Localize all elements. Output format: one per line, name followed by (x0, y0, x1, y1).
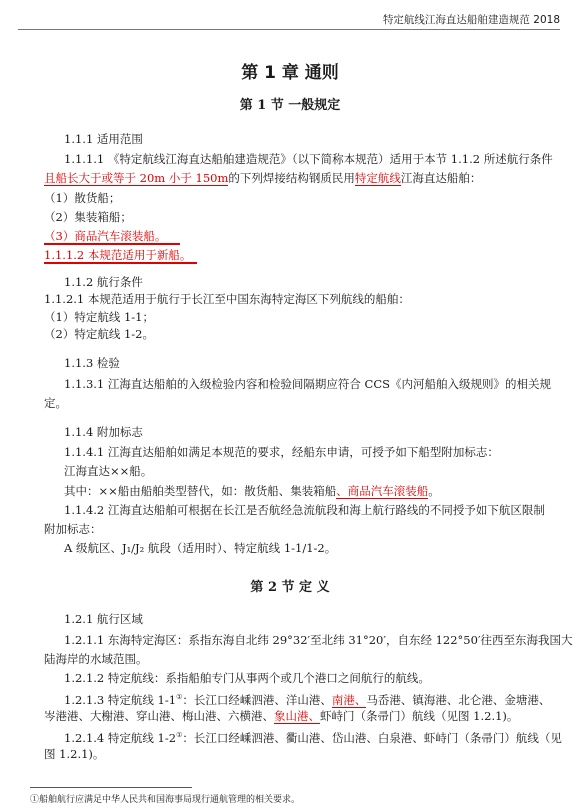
para-1-2-1-3-line1: 1.2.1.3 特定航线 1-1①：长江口经嵊泗港、洋山港、南港、马岙港、镇海港、北仑港、金塘港、 (64, 692, 551, 707)
para-1-2-1-1-line2: 陆海岸的水域范围。 (44, 652, 148, 666)
para-1-1-3-1-line1: 1.1.3.1 江海直达船舶的入级检验内容和检验间隔期应符合 CCS《内河船舶入级规则》的相关规 (64, 377, 552, 391)
para-1-1-1-1-line2: 且船长大于或等于 20m 小于 150m的下列焊接结构钢质民用特定航线江海直达船舶： (44, 171, 482, 185)
footnote-rule (30, 787, 192, 788)
para-1-2-1-1-line1: 1.2.1.1 东海特定海区：系指东海自北纬 29°32′至北纬 31°20′，自东经 122°50′往西至东海我国大 (64, 633, 573, 647)
para-1-1-2-1: 1.1.2.1 本规范适用于航行于长江至中国东海特定海区下列航线的船舶： (44, 292, 410, 306)
marked-special-route: 特定航线 (354, 171, 401, 185)
route-item-2: （2）特定航线 1-2。 (44, 327, 154, 341)
footnote-mark: ① (176, 693, 183, 701)
footnote: ①船舶航行应满足中华人民共和国海事局现行通航管理的相关要求。 (30, 795, 301, 805)
list-item-roro: （3）商品汽车滚装船。 (44, 229, 180, 243)
chapter-title: 第 1 章 通则 (241, 63, 339, 83)
para-1-2-1-3-line2: 岑港港、大榭港、穿山港、梅山港、六横港、象山港、虾峙门（条帚门）航线（见图 1.2.1)。 (44, 709, 519, 723)
para-1-2-1-4-line1: 1.2.1.4 特定航线 1-2①：长江口经嵊泗港、衢山港、岱山港、白泉港、虾峙门（条帚门）航线（见 (64, 730, 562, 745)
list-item-container: （2）集装箱船； (44, 210, 132, 224)
marked-nangang: 南港、 (331, 692, 367, 707)
para-1-2-1-4-line2: 图 1.2.1)。 (44, 747, 105, 761)
para-1-1-4-2-line3: A 级航区、J₁/J₂ 航段（适用时）、特定航线 1-1/1-2。 (64, 541, 337, 555)
notation-text: 江海直达××船。 (64, 464, 153, 478)
marked-roro-notation: 、商品汽车滚装船 (336, 484, 429, 498)
para-1-1-4-2-line1: 1.1.4.2 江海直达船舶可根据在长江是否航经急流航段和海上航行路线的不同授予如下航区限制 (64, 503, 545, 517)
para-1-2-1-2: 1.2.1.2 特定航线：系指船舶专门从事两个或几个港口之间航行的航线。 (64, 671, 430, 685)
running-header: 特定航线江海直达船舶建造规范 2018 (382, 14, 560, 26)
para-1-1-3-1-line2: 定。 (44, 396, 67, 410)
para-1-1-1-1-line1: 1.1.1.1 《特定航线江海直达船舶建造规范》（以下简称本规范）适用于本节 1.1.2 所述航行条件 (64, 152, 553, 166)
section-2-title: 第 2 节 定 义 (250, 580, 330, 595)
heading-1-1-1: 1.1.1 适用范围 (64, 132, 143, 146)
marked-xiangshangang: 象山港、 (274, 709, 320, 723)
list-item-bulk: （1）散货船； (44, 191, 121, 205)
heading-1-1-3: 1.1.3 检验 (64, 356, 120, 370)
heading-1-2-1: 1.2.1 航行区域 (64, 612, 143, 626)
para-1-1-1-2: 1.1.1.2 本规范适用于新船。 (44, 248, 197, 262)
heading-1-1-2: 1.1.2 航行条件 (64, 275, 143, 289)
section-1-title: 第 1 节 一般规定 (239, 98, 341, 113)
marked-ship-length: 且船长大于或等于 20m 小于 150m (44, 171, 229, 185)
route-item-1: （1）特定航线 1-1； (44, 310, 154, 324)
header-rule (18, 29, 560, 30)
para-1-1-4-1: 1.1.4.1 江海直达船舶如满足本规范的要求，经船东申请，可授予如下船型附加标志： (64, 445, 499, 459)
heading-1-1-4: 1.1.4 附加标志 (64, 425, 143, 439)
notation-note: 其中：××船由船舶类型替代，如：散货船、集装箱船、商品汽车滚装船。 (64, 484, 440, 498)
para-1-1-4-2-line2: 附加标志： (44, 522, 102, 536)
